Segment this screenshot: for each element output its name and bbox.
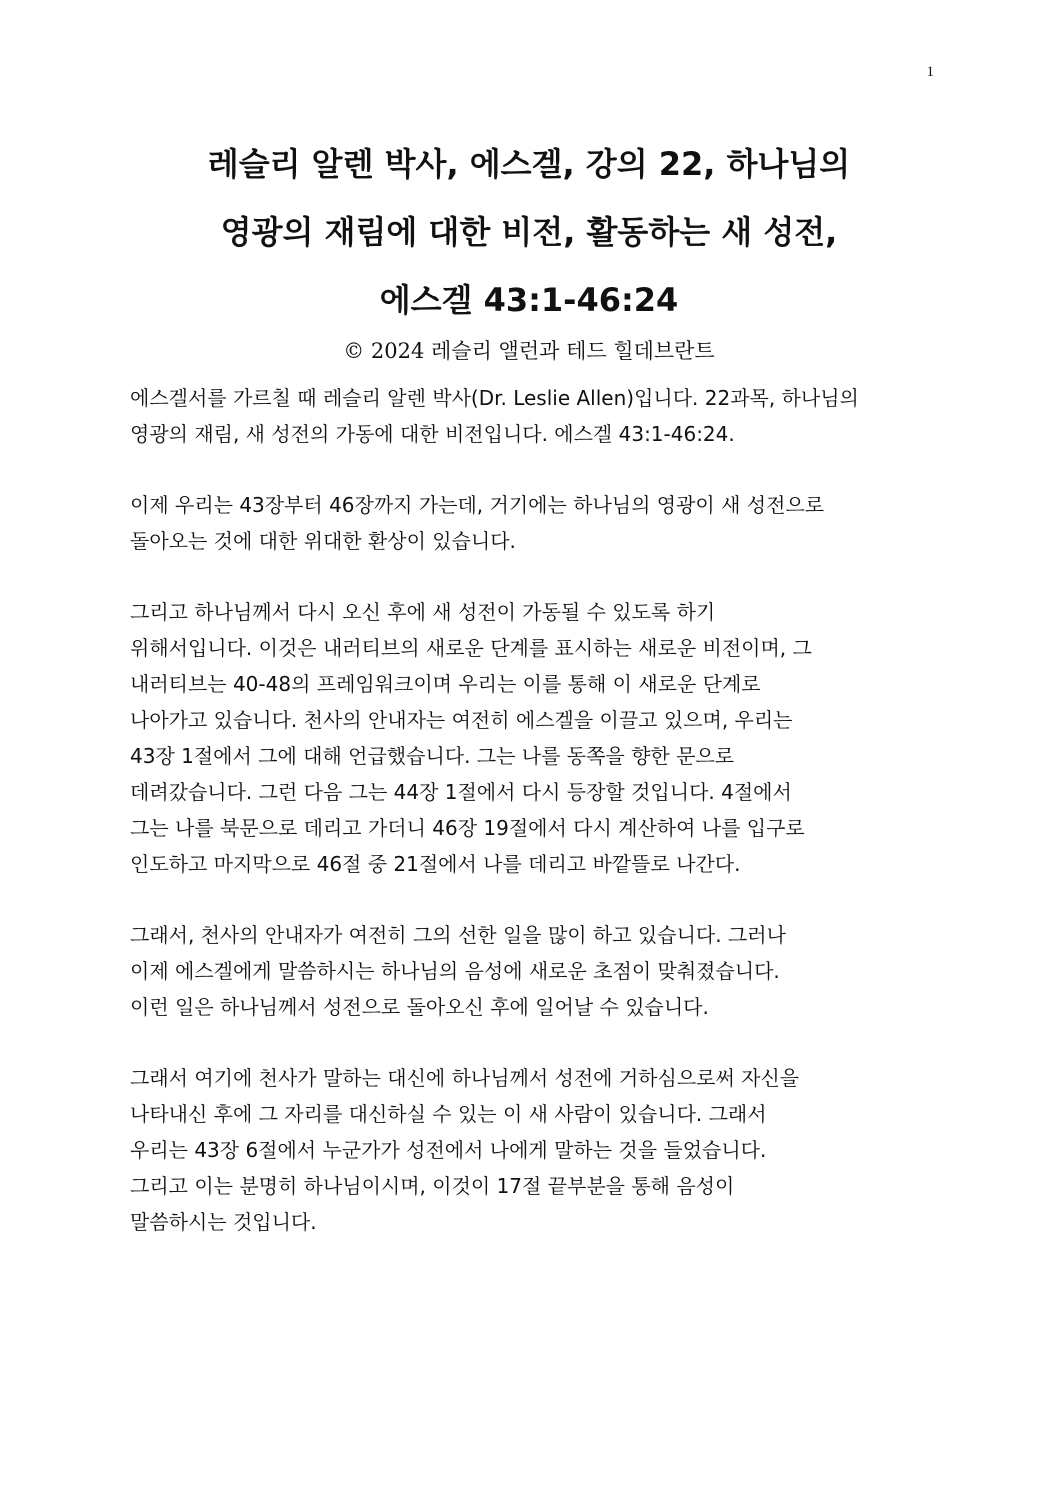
text-line: 43장 1절에서 그에 대해 언급했습니다. 그는 나를 동쪽을 향한 문으로 [130,744,735,768]
document-header [80,130,978,366]
text-line: 그는 나를 북문으로 데리고 가더니 46장 19절에서 다시 계산하여 나를 입구로 [130,816,805,840]
document-body [130,380,930,1275]
page-number: 1 [926,64,934,80]
paragraph-3 [130,594,930,882]
text-line: 내러티브는 40-48의 프레임워크이며 우리는 이를 통해 이 새로운 단계로 [130,672,761,696]
paragraph-4 [130,917,930,1025]
text-line: 데려갔습니다. 그런 다음 그는 44장 1절에서 다시 등장할 것입니다. 4절에서 [130,780,792,804]
title-line-1: 레슬리 알렌 박사, 에스겔, 강의 22, 하나님의 [207,145,851,183]
text-line: 그리고 하나님께서 다시 오신 후에 새 성전이 가동될 수 있도록 하기 [130,600,716,624]
text-line: 나아가고 있습니다. 천사의 안내자는 여전히 에스겔을 이끌고 있으며, 우리는 [130,708,793,732]
title-line-2: 영광의 재림에 대한 비전, 활동하는 새 성전, [220,213,838,251]
paragraph-5 [130,1060,930,1240]
copyright-notice: © 2024 레슬리 앨런과 테드 힐데브란트 [343,339,715,363]
text-line: 위해서입니다. 이것은 내러티브의 새로운 단계를 표시하는 새로운 비전이며, 그 [130,636,812,660]
text-line: 인도하고 마지막으로 46절 중 21절에서 나를 데리고 바깥뜰로 나간다. [130,852,741,876]
paragraph-2 [130,487,930,559]
text-line: 돌아오는 것에 대한 위대한 환상이 있습니다. [130,529,516,553]
text-line: 그리고 이는 분명히 하나님이시며, 이것이 17절 끝부분을 통해 음성이 [130,1174,735,1198]
title-line-3: 에스겔 43:1-46:24 [379,281,679,319]
text-line: 말씀하시는 것입니다. [130,1210,317,1234]
text-line: 에스겔서를 가르칠 때 레슬리 알렌 박사(Dr. Leslie Allen)입니다. 22과목, 하나님의 [130,386,859,410]
text-line: 이런 일은 하나님께서 성전으로 돌아오신 후에 일어날 수 있습니다. [130,995,709,1019]
paragraph-1 [130,380,930,452]
text-line: 영광의 재림, 새 성전의 가동에 대한 비전입니다. 에스겔 43:1-46:24. [130,422,735,446]
text-line: 나타내신 후에 그 자리를 대신하실 수 있는 이 새 사람이 있습니다. 그래서 [130,1102,767,1126]
text-line: 그래서, 천사의 안내자가 여전히 그의 선한 일을 많이 하고 있습니다. 그러나 [130,923,786,947]
text-line: 이제 에스겔에게 말씀하시는 하나님의 음성에 새로운 초점이 맞춰졌습니다. [130,959,780,983]
text-line: 이제 우리는 43장부터 46장까지 가는데, 거기에는 하나님의 영광이 새 성전으로 [130,493,825,517]
text-line: 그래서 여기에 천사가 말하는 대신에 하나님께서 성전에 거하심으로써 자신을 [130,1066,800,1090]
text-line: 우리는 43장 6절에서 누군가가 성전에서 나에게 말하는 것을 들었습니다. [130,1138,767,1162]
